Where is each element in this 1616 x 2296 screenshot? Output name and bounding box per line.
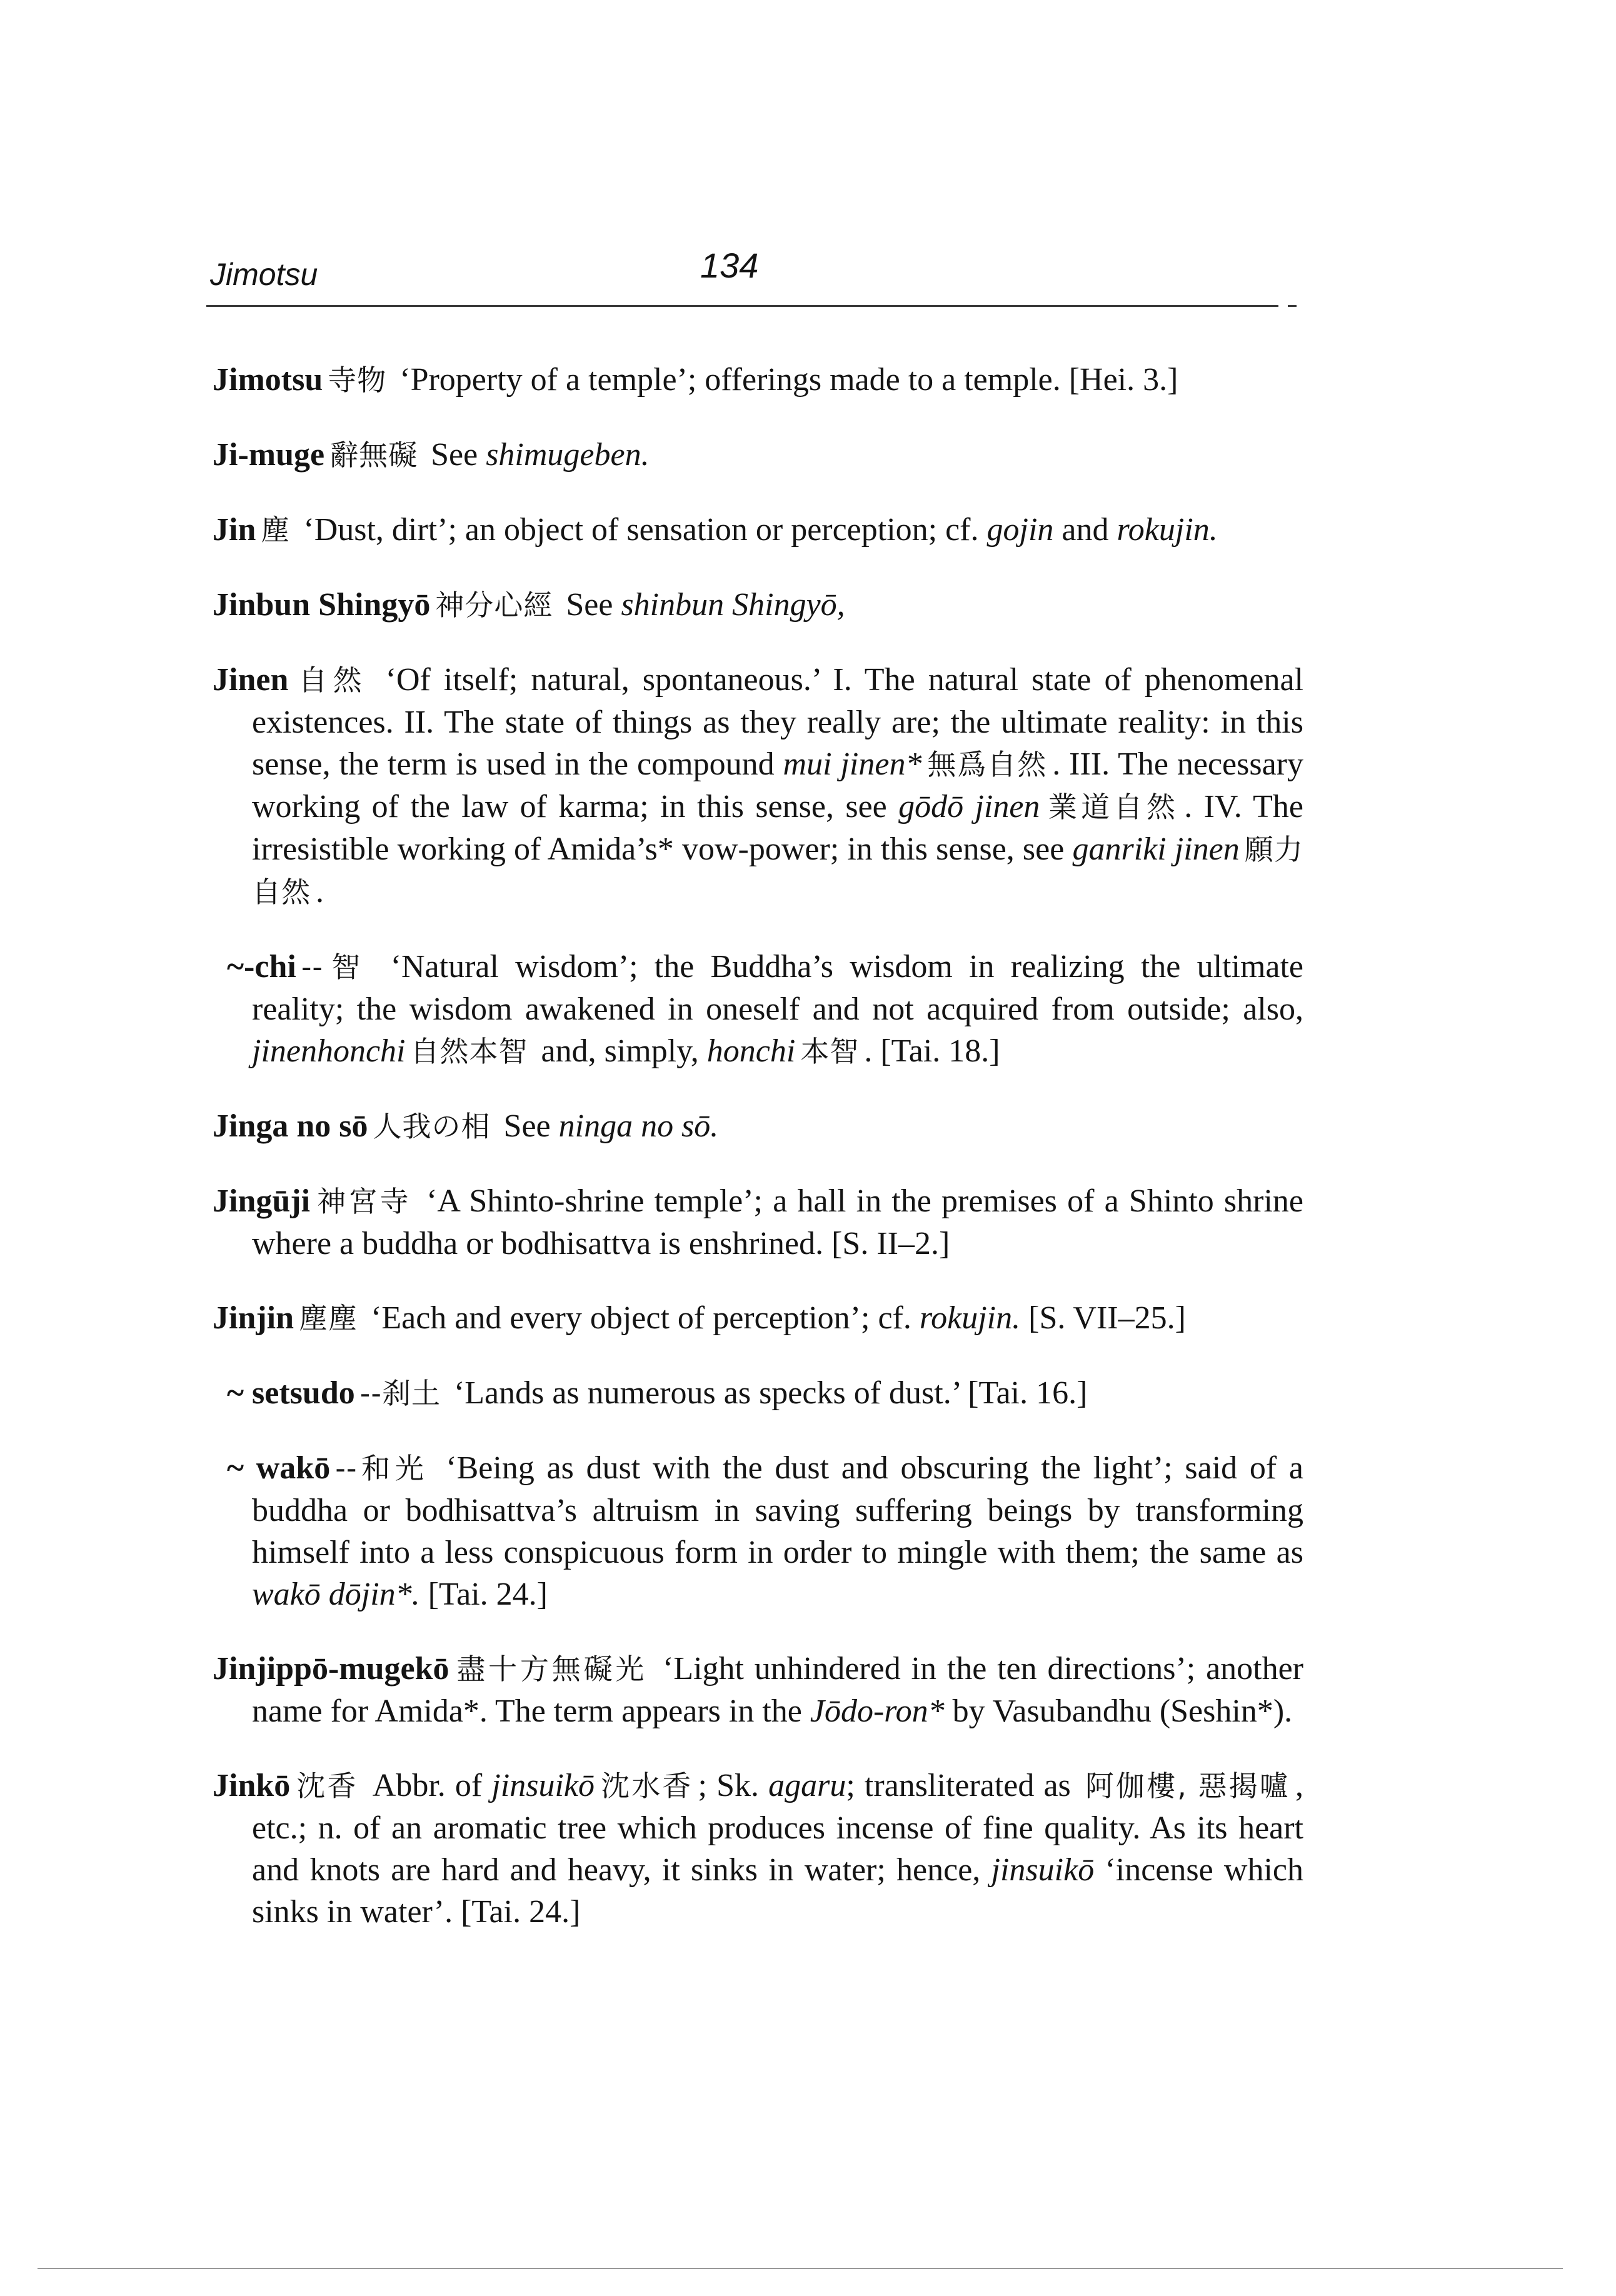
headword: Jinjippō-mugekō (213, 1651, 449, 1687)
entry-jinjin-setsudo (213, 1372, 1303, 1415)
headword: ~-chi (227, 949, 296, 985)
headword-kanji: 沈香 (295, 1769, 358, 1803)
headword-kanji: 塵塵 (299, 1301, 358, 1335)
headword-kanji: 人我の相 (373, 1110, 491, 1143)
entry-jinjippo-mugeko (213, 1648, 1303, 1732)
kanji: 阿伽樓, 惡揭嚧 (1085, 1769, 1291, 1803)
definition: Abbr. of (372, 1768, 492, 1803)
page-number: 134 (700, 246, 759, 285)
kanji: 沈水香 (600, 1769, 693, 1803)
headword: ~ setsudo (227, 1375, 355, 1411)
citation: [S. VII–25.] (1020, 1300, 1186, 1336)
entry-jinga-no-so (213, 1105, 1303, 1148)
kanji: 業道自然 (1045, 790, 1180, 824)
headword: Jinen (213, 662, 289, 698)
definition: . III. The necessary working of the law of karma; in this sense, see (252, 746, 1303, 825)
kanji: 願力自然 (252, 833, 1304, 909)
headword-kanji: --刹土 (359, 1376, 441, 1410)
headword: Jinga no sō (213, 1108, 368, 1144)
cross-reference: shimugeben. (486, 437, 650, 473)
definition: by Vasubandhu (Seshin*). (944, 1693, 1293, 1729)
headword-kanji: --智 (301, 950, 369, 984)
header-rule-tick (1288, 305, 1297, 307)
kanji: 自然本智 (410, 1035, 528, 1068)
headword-kanji: 神宮寺 (315, 1185, 411, 1218)
cross-reference: ninga no sō. (558, 1108, 719, 1144)
definition: ‘Natural wisdom’; the Buddha’s wisdom in realizing the ultimate reality; the wisdom awakened in oneself and not acquired from outside; also, (252, 949, 1304, 1027)
cross-reference: ganriki jinen (1072, 831, 1240, 867)
cross-reference: rokujin. (919, 1300, 1021, 1336)
definition: ‘Of itself; natural, spontaneous.’ I. The natural state of phenomenal existences. II. The state of things as they really are; the ultimate reality: in this sense, the term is used in the compound (252, 662, 1304, 782)
headword: Jinkō (213, 1768, 291, 1803)
headword-kanji: 自然 (293, 663, 368, 697)
cross-reference: rokujin. (1117, 512, 1218, 548)
headword-kanji: 塵 (261, 513, 291, 547)
definition: See (431, 437, 486, 473)
definition: . IV. The irresistible working of Amida’s* vow-power; in this sense, see (252, 789, 1303, 867)
headword-kanji: 盡十方無礙光 (454, 1652, 648, 1686)
definition: ‘Each and every object of perception’; cf. (371, 1300, 920, 1336)
definition: . (316, 874, 324, 910)
definition: . [Tai. 18.] (864, 1033, 1000, 1069)
definition: ; transliterated as (846, 1768, 1080, 1803)
headword: Jinjin (213, 1300, 294, 1336)
headword: Jingūji (213, 1183, 311, 1219)
definition: and (1053, 512, 1117, 548)
headword: Jinbun Shingyō (213, 587, 431, 623)
headword: Jimotsu (213, 362, 323, 398)
cross-reference: jinenhonchi (252, 1033, 406, 1069)
entry-jin (213, 509, 1303, 551)
cross-reference: Jōdo-ron* (810, 1693, 945, 1729)
citation: [Tai. 24.] (419, 1577, 548, 1612)
cross-reference: shinbun Shingyō, (621, 587, 845, 623)
definition: ‘Property of a temple’; offerings made to a temple. [Hei. 3.] (399, 362, 1178, 398)
headword-kanji: 寺物 (328, 363, 387, 397)
cross-reference: honchi (706, 1033, 796, 1069)
definition: ‘incense which sinks in water’. [Tai. 24.] (252, 1852, 1303, 1930)
entry-jimotsu (213, 359, 1303, 401)
headword: Ji-muge (213, 437, 325, 473)
definition: See (566, 587, 621, 623)
cross-reference: mui jinen* (783, 746, 922, 782)
cross-reference: gojin (986, 512, 1054, 548)
definition: ‘Being as dust with the dust and obscuring the light’; said of a buddha or bodhisattva’s altruism in saving suffering beings by transforming himself into a less conspicuous form in order to mingle with them; the same as (252, 1450, 1304, 1570)
definition: ‘Dust, dirt’; an object of sensation or perception; cf. (303, 512, 987, 548)
cross-reference: wakō dōjin*. (252, 1577, 420, 1612)
definition: and, simply, (533, 1033, 707, 1069)
entry-ji-muge (213, 434, 1303, 476)
header-rule (206, 305, 1278, 307)
page-bottom-edge (38, 2268, 1563, 2269)
entry-jinguji (213, 1180, 1303, 1265)
definition: , etc.; n. of an aromatic tree which produces incense of fine quality. As its heart and knots are hard and heavy, it sinks in water; hence, (252, 1768, 1304, 1888)
entry-jinbun-shingyo (213, 584, 1303, 626)
entry-jinen-chi (213, 946, 1303, 1073)
cross-reference: jinsuikō (991, 1852, 1095, 1888)
definition: ; Sk. (698, 1768, 769, 1803)
kanji: 無爲自然 (926, 748, 1048, 781)
entry-jinjin-wako (213, 1447, 1303, 1615)
definition: ‘Light unhindered in the ten directions’; another name for Amida*. The term appears in the (252, 1651, 1303, 1729)
cross-reference: gōdō jinen (898, 789, 1040, 825)
headword-kanji: 辭無礙 (329, 438, 418, 472)
entry-jinen (213, 659, 1303, 913)
headword: Jin (213, 512, 256, 548)
headword-kanji: --和光 (335, 1451, 429, 1485)
running-head-word: Jimotsu (210, 257, 318, 292)
running-head (206, 238, 1294, 306)
entry-jinjin (213, 1297, 1303, 1340)
kanji: 本智 (800, 1035, 860, 1068)
cross-reference: jinsuikō (491, 1768, 595, 1803)
headword-kanji: 神分心經 (435, 588, 553, 622)
definition: See (503, 1108, 559, 1144)
dictionary-entries (213, 326, 1303, 1945)
entry-jinko (213, 1765, 1303, 1933)
definition: ‘Lands as numerous as specks of dust.’ [Tai. 16.] (453, 1375, 1088, 1411)
definition: ‘A Shinto-shrine temple’; a hall in the premises of a Shinto shrine where a buddha or bodhisattva is enshrined. [S. II–2.] (252, 1183, 1304, 1261)
sanskrit-term: agaru (768, 1768, 846, 1803)
headword: ~ wakō (227, 1450, 331, 1486)
